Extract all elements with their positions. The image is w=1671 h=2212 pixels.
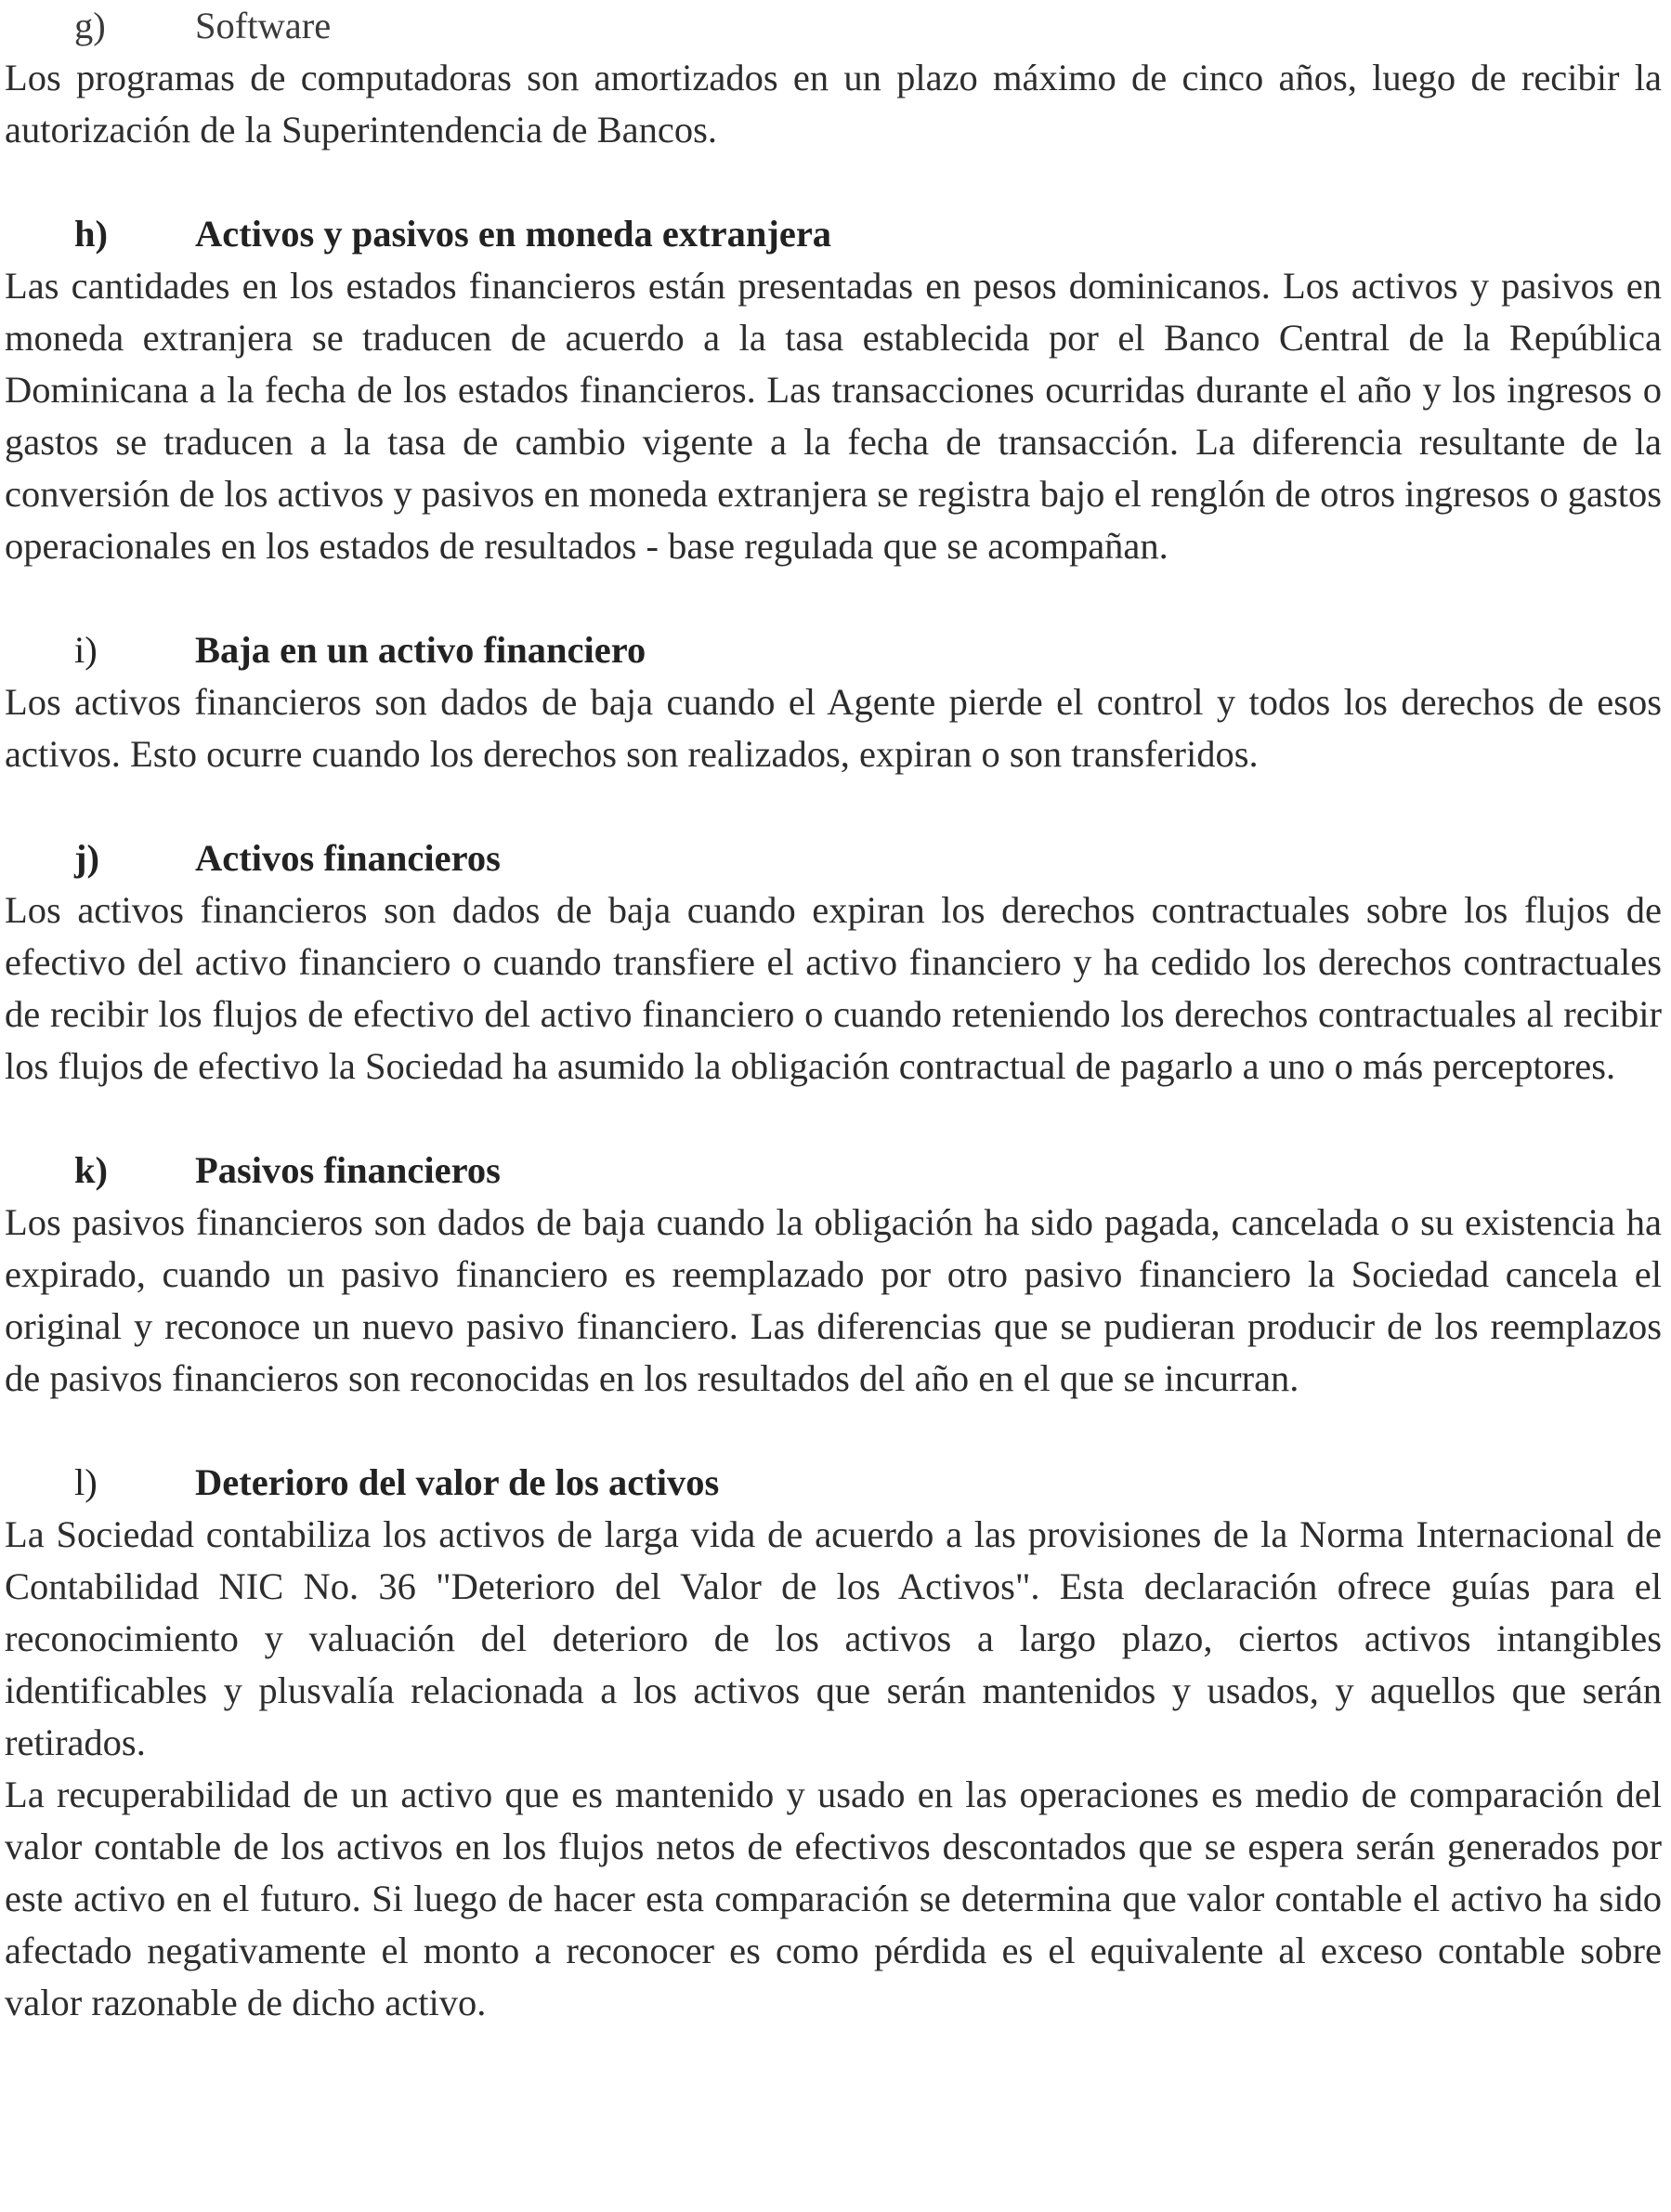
section-heading	[5, 832, 1662, 884]
section-paragraph: Las cantidades en los estados financieros están presentadas en pesos dominicanos. Los activos y pasivos en moneda extranjera se traducen de acuerdo a la tasa establecida por el Banco Central de la República Dominicana a la fecha de los estados financieros. Las transacciones ocurridas durante el año y los ingresos o gastos se traducen a la tasa de cambio vigente a la fecha de transacción. La diferencia resultante de la conversión de los activos y pasivos en moneda extranjera se registra bajo el renglón de otros ingresos o gastos operacionales en los estados de resultados - base regulada que se acompañan.	[5, 265, 1662, 567]
section-paragraph: La recuperabilidad de un activo que es mantenido y usado en las operaciones es medio de comparación del valor contable de los activos en los flujos netos de efectivos descontados que se espera serán generados por este activo en el futuro. Si luego de hacer esta comparación se determina que valor contable el activo ha sido afectado negativamente el monto a reconocer es como pérdida es el equivalente al exceso contable sobre valor razonable de dicho activo.	[5, 1774, 1662, 2023]
section-letter: j)	[74, 837, 99, 879]
section-title: Activos financieros	[195, 837, 501, 879]
section-paragraph: La Sociedad contabiliza los activos de larga vida de acuerdo a las provisiones de la Norma Internacional de Contabilidad NIC No. 36 "Deterioro del Valor de los Activos". Esta declaración ofrece guías para el reconocimiento y valuación del deterioro de los activos a largo plazo, ciertos activos intangibles identificables y plusvalía relacionada a los activos que serán mantenidos y usados, y aquellos que serán retirados.	[5, 1513, 1662, 1763]
section-paragraph: Los activos financieros son dados de baja cuando el Agente pierde el control y todos los derechos de esos activos. Esto ocurre cuando los derechos son realizados, expiran o son transferidos.	[5, 681, 1662, 775]
section-letter: h)	[74, 213, 109, 255]
section-title: Software	[195, 5, 332, 46]
section-pasivos-financieros	[5, 1145, 1662, 1405]
section-heading	[5, 624, 1662, 676]
section-letter: i)	[74, 629, 98, 671]
section-deterioro	[5, 1457, 1662, 2029]
section-title: Deterioro del valor de los activos	[195, 1461, 720, 1503]
section-paragraph: Los programas de computadoras son amortizados en un plazo máximo de cinco años, luego de recibir la autorización de la Superintendencia de Bancos.	[5, 57, 1662, 151]
section-paragraph: Los pasivos financieros son dados de baja cuando la obligación ha sido pagada, cancelada o su existencia ha expirado, cuando un pasivo financiero es reemplazado por otro pasivo financiero la Sociedad cancela el original y reconoce un nuevo pasivo financiero. Las diferencias que se pudieran producir de los reemplazos de pasivos financieros son reconocidas en los resultados del año en el que se incurran.	[5, 1201, 1662, 1399]
section-heading	[5, 208, 1662, 260]
section-letter: g)	[74, 5, 106, 46]
section-paragraph: Los activos financieros son dados de baja cuando expiran los derechos contractuales sobre los flujos de efectivo del activo financiero o cuando transfiere el activo financiero y ha cedido los derechos contractuales de recibir los flujos de efectivo del activo financiero o cuando reteniendo los derechos contractuales al recibir los flujos de efectivo la Sociedad ha asumido la obligación contractual de pagarlo a uno o más perceptores.	[5, 889, 1662, 1087]
section-moneda-extranjera	[5, 208, 1662, 572]
section-heading	[5, 1145, 1662, 1197]
section-title: Baja en un activo financiero	[195, 629, 646, 671]
section-letter: k)	[74, 1149, 109, 1191]
section-baja-activo	[5, 624, 1662, 780]
section-heading	[5, 1457, 1662, 1509]
section-letter: l)	[74, 1461, 98, 1503]
section-title: Activos y pasivos en moneda extranjera	[195, 213, 832, 255]
section-heading	[5, 0, 1662, 52]
section-title: Pasivos financieros	[195, 1149, 501, 1191]
section-activos-financieros	[5, 832, 1662, 1093]
section-software	[5, 0, 1662, 156]
